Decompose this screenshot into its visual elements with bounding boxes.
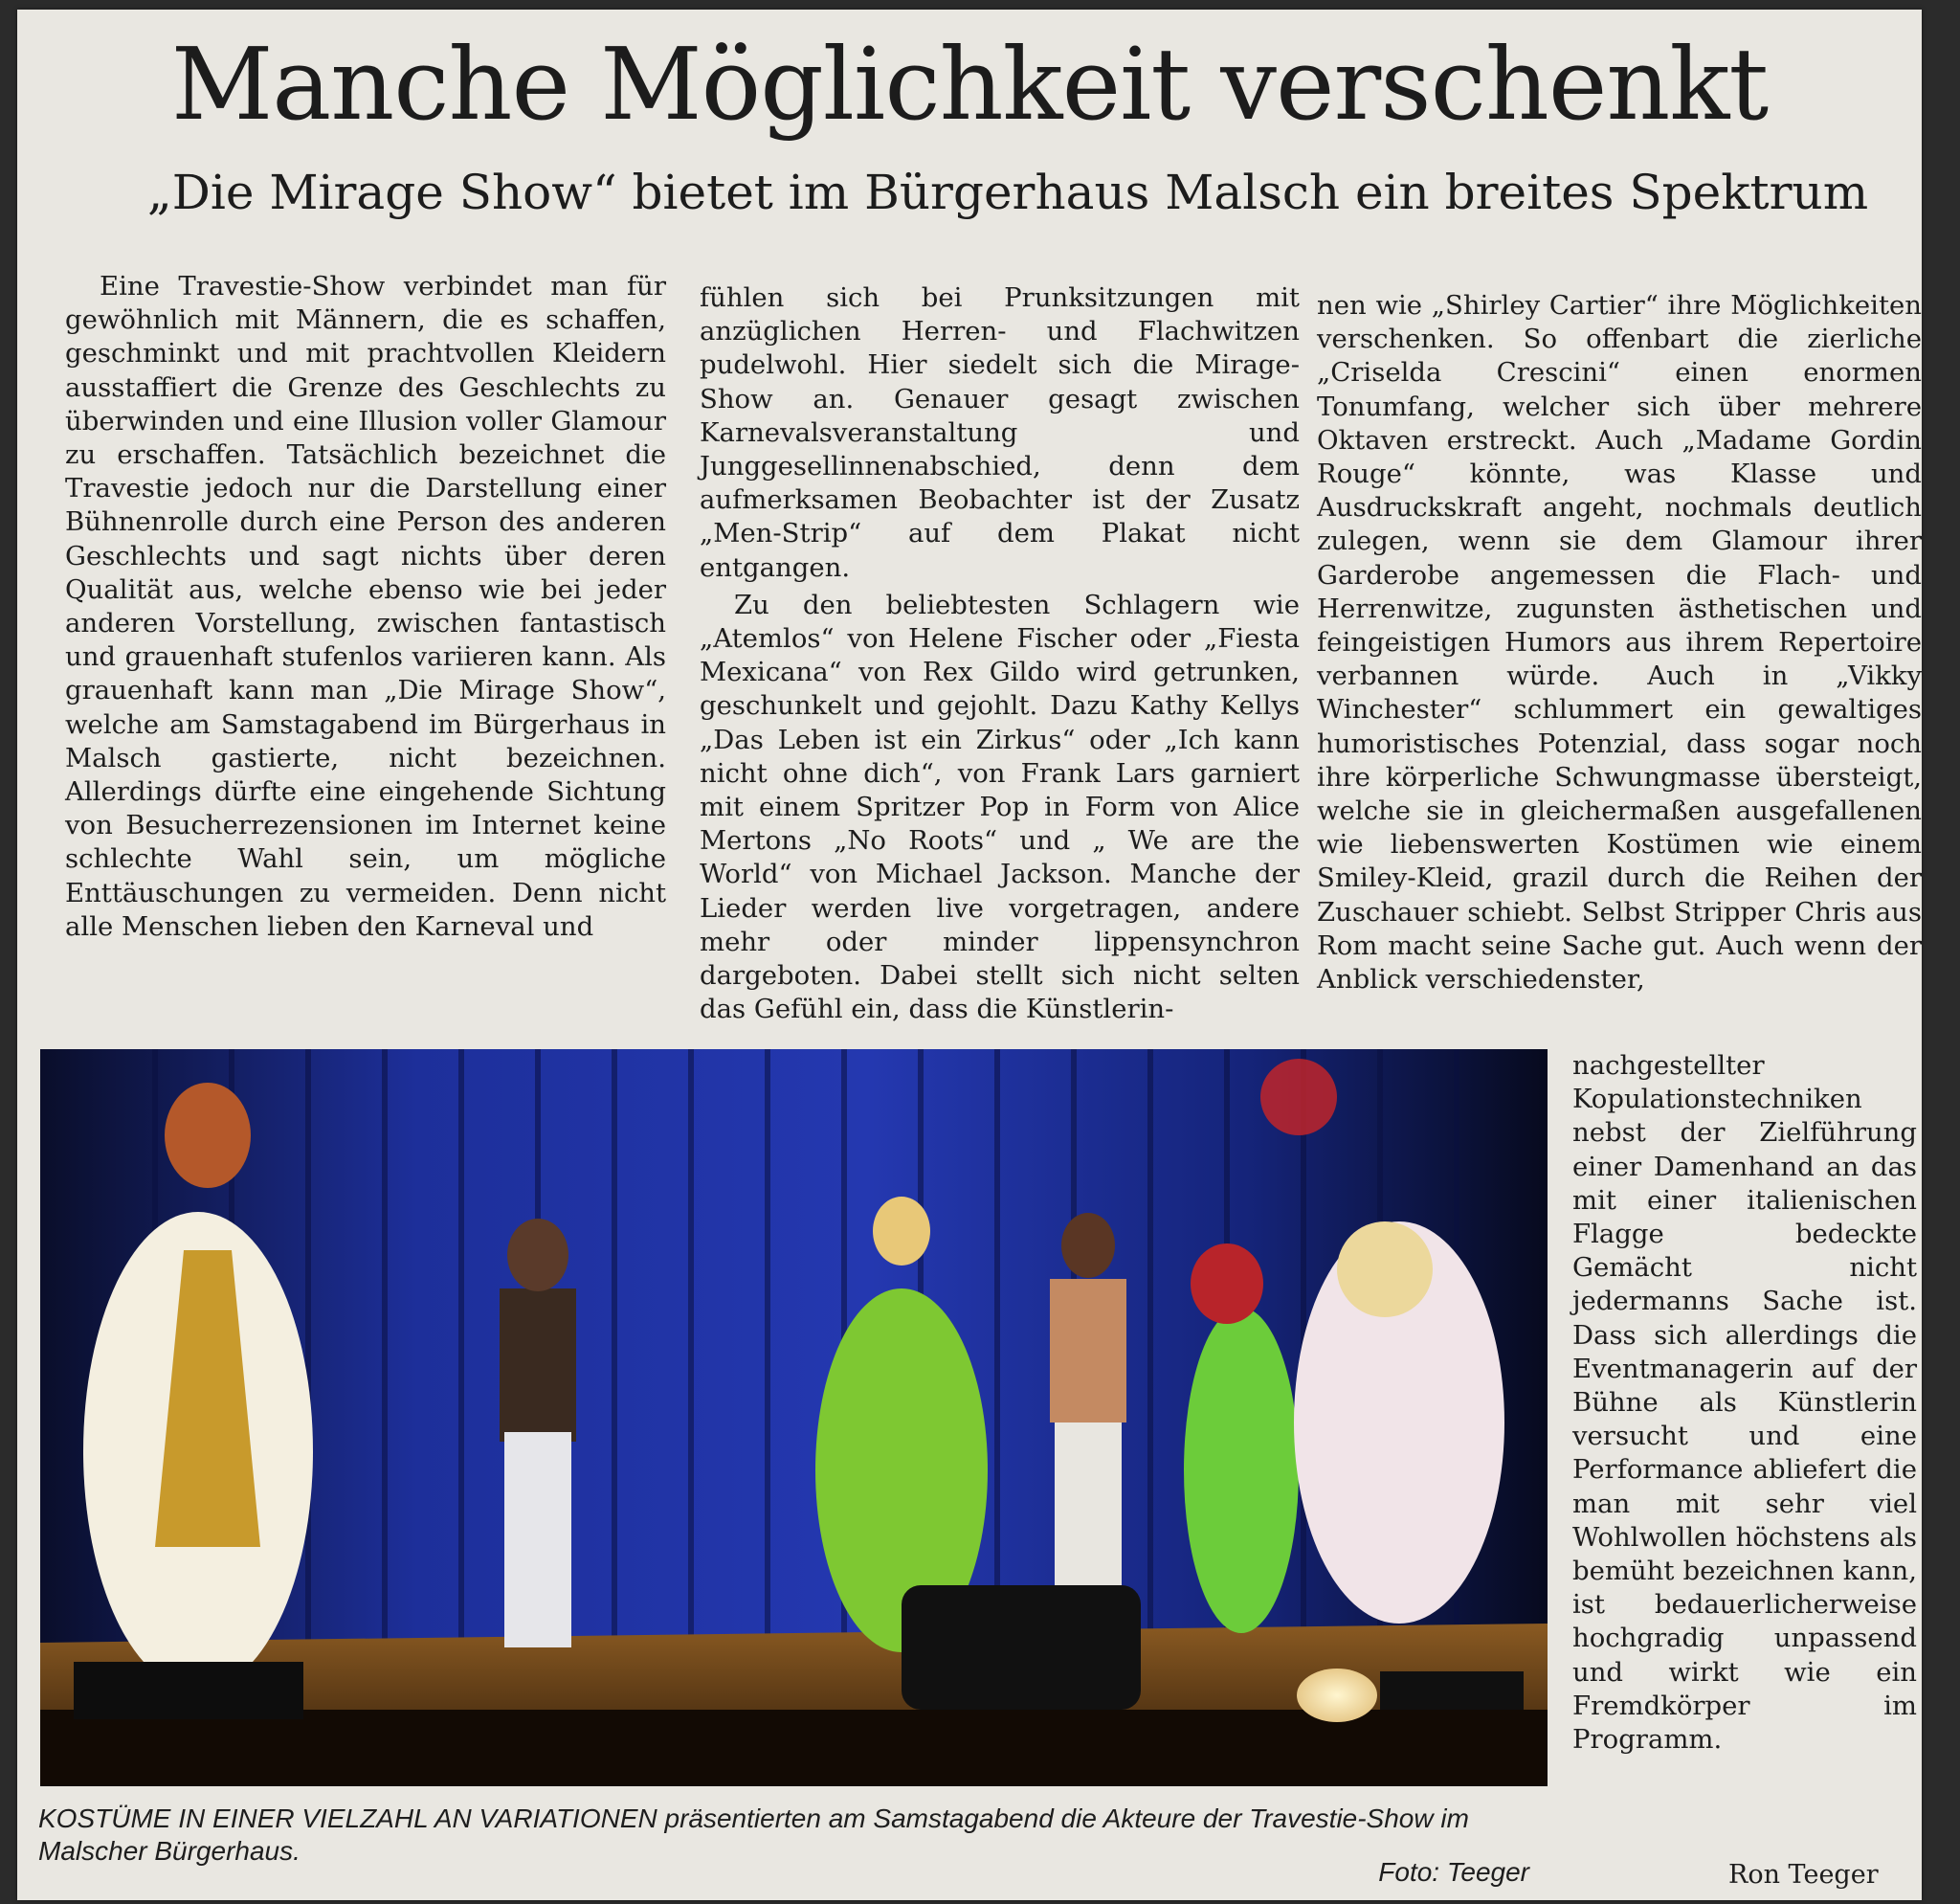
column-1-text: Eine Travestie-Show verbindet man für gewöhnlich mit Männern, die es schaffen, geschminkt und mit prachtvollen Kleidern ausstaffiert die Grenze des Geschlechts zu überwinden und eine Illusion voller Glamour zu erschaffen. Tatsächlich bezeichnet die Travestie jedoch nur die Darstellung einer Bühnenrolle durch eine Person des anderen Geschlechts und sagt nichts über deren Qualität aus, welche ebenso wie bei jeder anderen Vorstellung, zwischen fantastisch und grauenhaft stufenlos variieren kann. Als grauenhaft kann man „Die Mirage Show“, welche am Samstagabend im Bürgerhaus in Malsch gastierte, nicht bezeichnen. Allerdings dürfte eine eingehende Sichtung von Besucherrezensionen im Internet keine schlechte Wahl sein, um mögliche Enttäuschungen zu vermeiden. Denn nicht alle Menschen lieben den Karneval und (65, 271, 666, 942)
caption-text: präsentierten am Samstagabend die Akteure der Travestie-Show im Malscher Bürgerhaus. (38, 1803, 1469, 1866)
column-1 (65, 270, 666, 944)
column-4-text: nachgestellter Kopulationstechniken nebst der Zielführung einer Damenhand an das mit einer italienischen Flagge bedeckte Gemächt nicht jedermanns Sache ist. Dass sich allerdings die Eventmanagerin auf der Bühne als Künstlerin versucht und eine Performance abliefert die man mit sehr viel Wohlwollen höchstens als bemüht bezeichnen kann, ist bedauerlicherweise hochgradig unpassend und wirkt wie ein Fremdkörper im Programm. (1572, 1050, 1917, 1756)
column-3-text: nen wie „Shirley Cartier“ ihre Möglichkeiten verschenken. So offenbart die zierliche „Criselda Crescini“ einen enormen Tonumfang, welcher sich über mehrere Oktaven erstreckt. Auch „Madame Gordin Rouge“ könnte, was Klasse und Ausdruckskraft angeht, nochmals deutlich zulegen, wenn sie dem Glamour ihrer Garderobe angemessen die Flach- und Herrenwitze, zugunsten ästhetischen und feingeistigen Humors aus ihrem Repertoire verbannen würde. Auch in „Vikky Winchester“ schlummert ein gewaltiges humoristisches Potenzial, dass sogar noch ihre körperliche Schwungmasse übersteigt, welche sie in gleichermaßen ausgefallenen wie liebenswerten Kostümen wie einem Smiley-Kleid, grazil durch die Reihen der Zuschauer schiebt. Selbst Stripper Chris aus Rom macht seine Sache gut. Auch wenn der Anblick verschiedenster, (1317, 290, 1922, 996)
stage-photo-graphic (40, 1049, 1548, 1786)
column-2-paragraph-2: Zu den beliebtesten Schlagern wie „Atemlos“ von Helene Fischer oder „Fiesta Mexicana“ von Rex Gildo wird getrunken, geschunkelt und gejohlt. Dazu Kathy Kellys „Das Leben ist ein Zirkus“ oder „Ich kann nicht ohne dich“, von Frank Lars garniert mit einem Spritzer Pop in Form von Alice Mertons „No Roots“ und „ We are the World“ von Michael Jackson. Manche der Lieder werden live vorgetragen, andere mehr oder minder lippensynchron dargeboten. Dabei stellt sich nicht selten das Gefühl ein, dass die Künstlerin- (700, 589, 1300, 1025)
headline: Manche Möglichkeit verschenkt (170, 26, 1769, 143)
caption-lead: KOSTÜME IN EINER VIELZAHL AN VARIATIONEN (38, 1803, 657, 1833)
photo-credit: Foto: Teeger (1378, 1857, 1529, 1887)
photo-caption (38, 1803, 1560, 1868)
column-4 (1572, 1049, 1917, 1757)
subheadline: „Die Mirage Show“ bietet im Bürgerhaus Malsch ein breites Spektrum (146, 165, 1869, 220)
column-3 (1317, 289, 1922, 997)
column-2-paragraph-1: fühlen sich bei Prunksitzungen mit anzüglichen Herren- und Flachwitzen pudelwohl. Hier siedelt sich die Mirage-Show an. Genauer gesagt zwischen Karnevalsveranstaltung und Junggesellinnenabschied, denn dem aufmerksamen Beobachter ist der Zusatz „Men-Strip“ auf dem Plakat nicht entgangen. (700, 282, 1300, 583)
author-byline: Ron Teeger (1728, 1860, 1879, 1890)
stage-photo (40, 1049, 1548, 1786)
newspaper-clipping (17, 10, 1922, 1900)
column-2 (700, 281, 1300, 1026)
